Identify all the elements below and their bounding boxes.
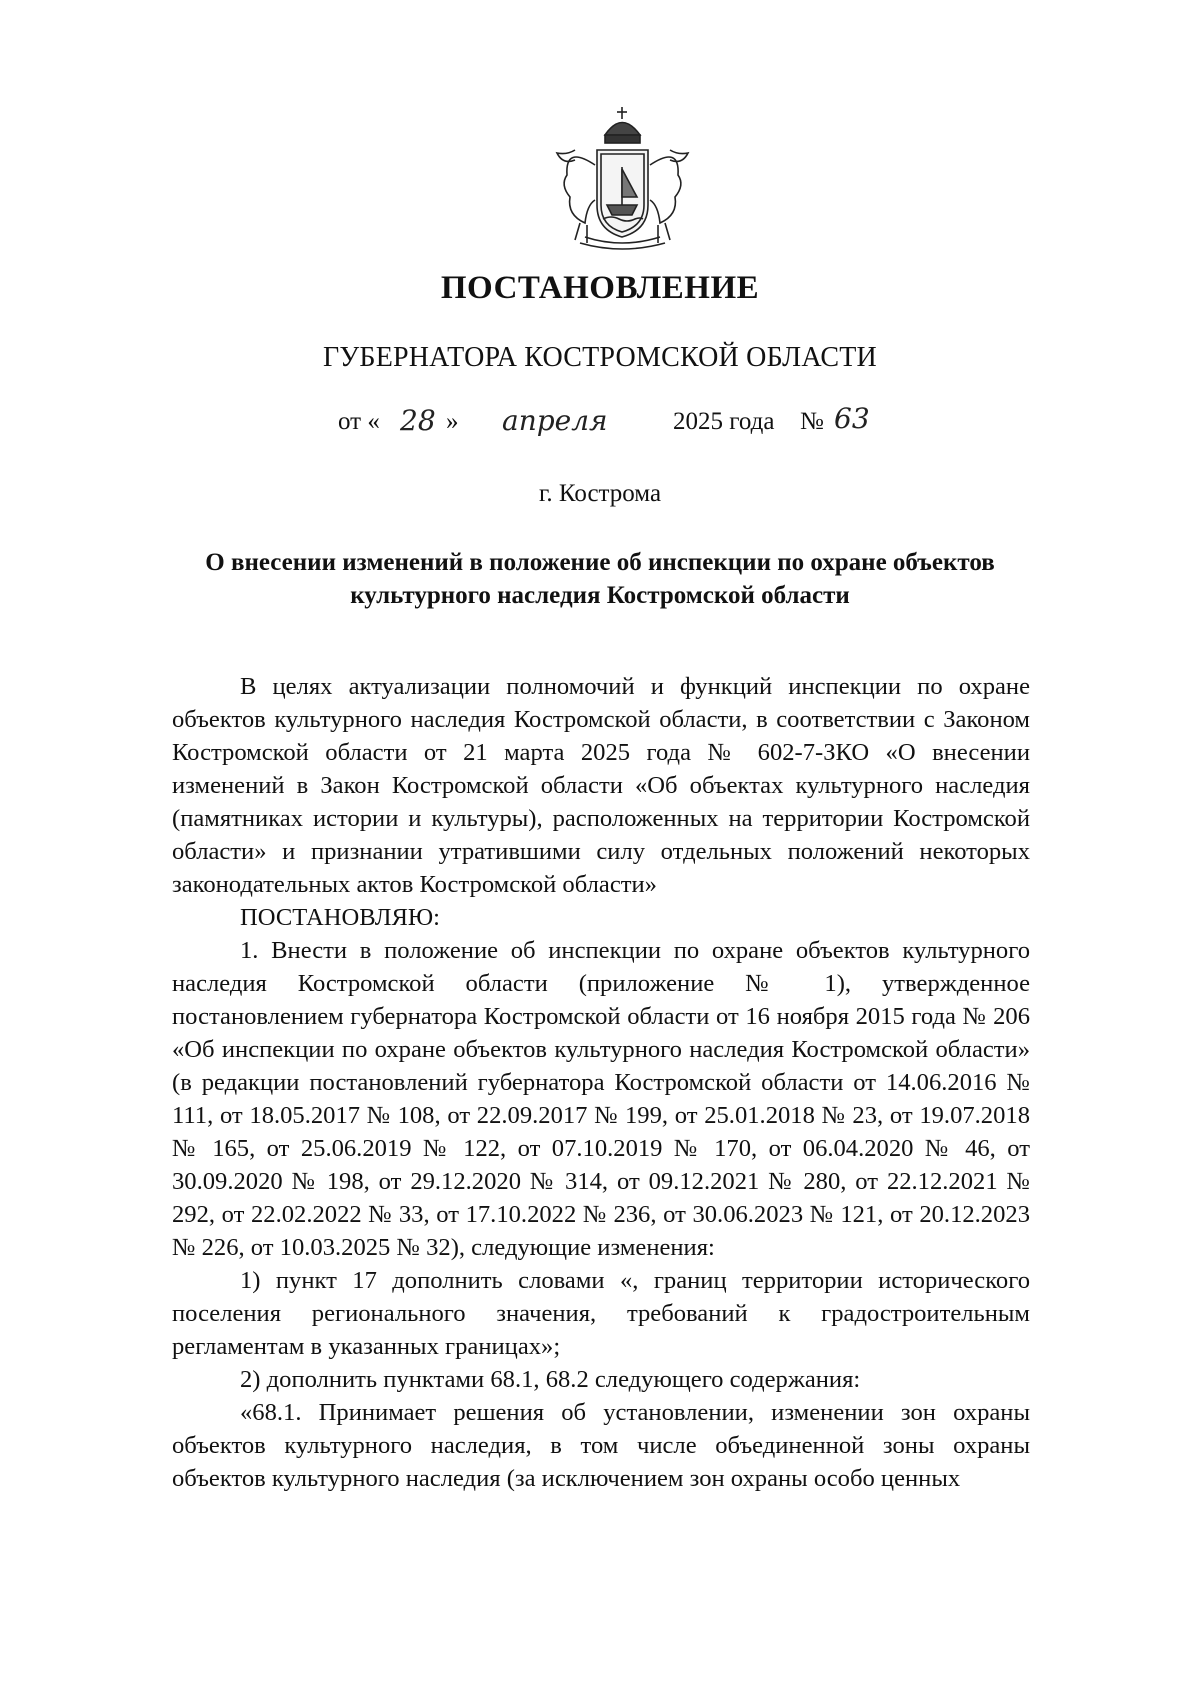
resolution-word: ПОСТАНОВЛЯЮ:: [240, 904, 440, 931]
item-68-1-paragraph: «68.1. Принимает решения об установлении, изменении зон охраны объектов культурного наследия, в том числе объединенной зоны охраны объектов культурного наследия (за исключением зон охраны особо ценных: [172, 1399, 1030, 1492]
subclause-2-paragraph: 2) дополнить пунктами 68.1, 68.2 следующего содержания:: [240, 1366, 861, 1393]
document-type-title: ПОСТАНОВЛЕНИЕ: [440, 270, 760, 306]
subclause-1-paragraph: 1) пункт 17 дополнить словами «, границ территории исторического поселения регионального значения, требований к градостроительным регламентам в указанных границах»;: [172, 1267, 1030, 1360]
document-body: [172, 670, 1030, 1495]
date-line: [0, 402, 1200, 458]
date-year: 2025 года: [673, 408, 775, 435]
coat-of-arms-emblem: [545, 105, 700, 255]
date-day-close: »: [446, 408, 459, 435]
issuing-authority: ГУБЕРНАТОРА КОСТРОМСКОЙ ОБЛАСТИ: [323, 342, 877, 373]
preamble-paragraph: В целях актуализации полномочий и функций инспекции по охране объектов культурного наследия Костромской области, в соответствии с Законом Костромской области от 21 марта 2025 года № 602-7-ЗКО «О внесении изменений в Закон Костромской области «Об объектах культурного наследия (памятниках истории и культуры), расположенных на территории Костромской области» и признании утратившими силу отдельных положений некоторых законодательных актов Костромской области»: [172, 673, 1030, 898]
handwritten-month: апреля: [502, 404, 608, 437]
clause-1-paragraph: 1. Внести в положение об инспекции по охране объектов культурного наследия Костромской области (приложение № 1), утвержденное постановлением губернатора Костромской области от 16 ноября 2015 года № 206 «Об инспекции по охране объектов культурного наследия Костромской области» (в редакции постановлений губернатора Костромской области от 14.06.2016 № 111, от 18.05.2017 № 108, от 22.09.2017 № 199, от 25.01.2018 № 23, от 19.07.2018 № 165, от 25.06.2019 № 122, от 07.10.2019 № 170, от 06.04.2020 № 46, от 30.09.2020 № 198, от 29.12.2020 № 314, от 09.12.2021 № 280, от 22.12.2021 № 292, от 22.02.2022 № 33, от 17.10.2022 № 236, от 30.06.2023 № 121, от 20.12.2023 № 226, от 10.03.2025 № 32), следующие изменения:: [172, 937, 1030, 1261]
handwritten-number: 63: [834, 402, 870, 435]
number-label: №: [800, 408, 824, 435]
city-line: г. Кострома: [538, 480, 662, 507]
handwritten-day: 28: [400, 404, 436, 437]
document-heading: О внесении изменений в положение об инспекции по охране объектов культурного наследия Костромской области: [205, 549, 995, 609]
date-prefix: от «: [338, 408, 380, 435]
